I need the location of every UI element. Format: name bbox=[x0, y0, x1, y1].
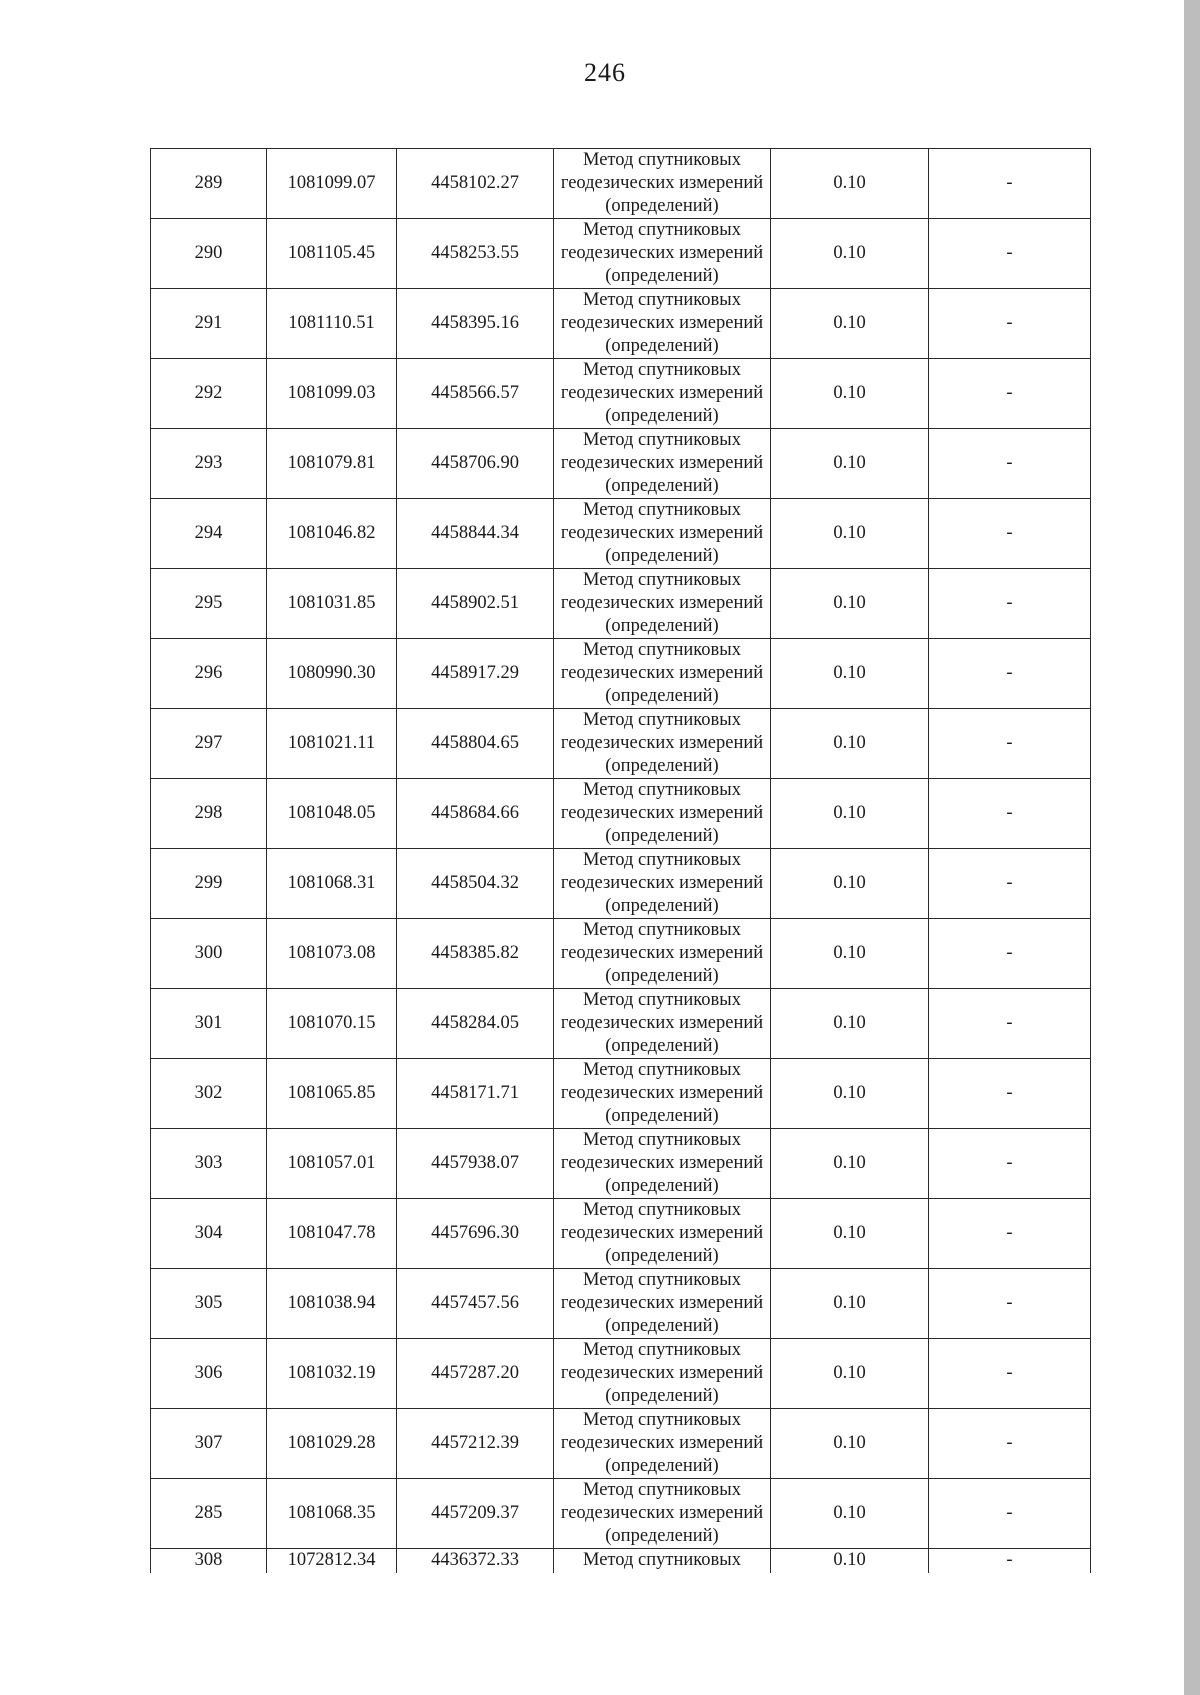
method-line: Метод спутниковых bbox=[583, 920, 741, 940]
accuracy-cell: 0.10 bbox=[771, 1409, 929, 1479]
x-coordinate-cell: 1081099.07 bbox=[267, 149, 397, 219]
method-line: Метод спутниковых bbox=[583, 430, 741, 450]
method-line: геодезических измерений bbox=[560, 453, 764, 473]
method-cell bbox=[554, 919, 771, 989]
method-line: Метод спутниковых bbox=[583, 360, 741, 380]
y-coordinate-cell: 4458171.71 bbox=[397, 1059, 554, 1129]
y-coordinate-cell: 4436372.33 bbox=[397, 1549, 554, 1574]
method-line: Метод спутниковых bbox=[583, 640, 741, 660]
method-line: (определений) bbox=[605, 546, 719, 566]
method-line: геодезических измерений bbox=[560, 173, 764, 193]
method-line: (определений) bbox=[605, 1456, 719, 1476]
table-row bbox=[151, 1549, 1091, 1574]
y-coordinate-cell: 4458804.65 bbox=[397, 709, 554, 779]
method-cell bbox=[554, 499, 771, 569]
y-coordinate-cell: 4457287.20 bbox=[397, 1339, 554, 1409]
method-line: геодезических измерений bbox=[560, 1363, 764, 1383]
method-line: геодезических измерений bbox=[560, 1503, 764, 1523]
y-coordinate-cell: 4457212.39 bbox=[397, 1409, 554, 1479]
point-cell: 308 bbox=[151, 1549, 267, 1574]
table-row bbox=[151, 569, 1091, 639]
accuracy-cell: 0.10 bbox=[771, 1129, 929, 1199]
y-coordinate-cell: 4457457.56 bbox=[397, 1269, 554, 1339]
y-coordinate-cell: 4457209.37 bbox=[397, 1479, 554, 1549]
note-cell: - bbox=[929, 1549, 1091, 1574]
x-coordinate-cell: 1081021.11 bbox=[267, 709, 397, 779]
accuracy-cell: 0.10 bbox=[771, 639, 929, 709]
accuracy-cell: 0.10 bbox=[771, 219, 929, 289]
table-row bbox=[151, 919, 1091, 989]
table-row bbox=[151, 149, 1091, 219]
x-coordinate-cell: 1081110.51 bbox=[267, 289, 397, 359]
note-cell: - bbox=[929, 359, 1091, 429]
method-line: (определений) bbox=[605, 826, 719, 846]
method-cell bbox=[554, 1199, 771, 1269]
method-line: геодезических измерений bbox=[560, 943, 764, 963]
method-cell bbox=[554, 569, 771, 639]
method-line: (определений) bbox=[605, 1526, 719, 1546]
method-cell bbox=[554, 289, 771, 359]
y-coordinate-cell: 4457696.30 bbox=[397, 1199, 554, 1269]
accuracy-cell: 0.10 bbox=[771, 1549, 929, 1574]
method-line: (определений) bbox=[605, 686, 719, 706]
point-cell: 295 bbox=[151, 569, 267, 639]
method-line: (определений) bbox=[605, 1386, 719, 1406]
note-cell: - bbox=[929, 1409, 1091, 1479]
point-cell: 306 bbox=[151, 1339, 267, 1409]
y-coordinate-cell: 4458902.51 bbox=[397, 569, 554, 639]
x-coordinate-cell: 1081038.94 bbox=[267, 1269, 397, 1339]
method-cell bbox=[554, 1339, 771, 1409]
note-cell: - bbox=[929, 429, 1091, 499]
x-coordinate-cell: 1081029.28 bbox=[267, 1409, 397, 1479]
accuracy-cell: 0.10 bbox=[771, 1199, 929, 1269]
table-row bbox=[151, 639, 1091, 709]
note-cell: - bbox=[929, 1129, 1091, 1199]
accuracy-cell: 0.10 bbox=[771, 709, 929, 779]
method-line: (определений) bbox=[605, 616, 719, 636]
method-line: геодезических измерений bbox=[560, 313, 764, 333]
method-line: геодезических измерений bbox=[560, 1153, 764, 1173]
y-coordinate-cell: 4458844.34 bbox=[397, 499, 554, 569]
point-cell: 285 bbox=[151, 1479, 267, 1549]
accuracy-cell: 0.10 bbox=[771, 1339, 929, 1409]
x-coordinate-cell: 1081048.05 bbox=[267, 779, 397, 849]
scan-edge bbox=[1184, 0, 1200, 1695]
x-coordinate-cell: 1081065.85 bbox=[267, 1059, 397, 1129]
y-coordinate-cell: 4458504.32 bbox=[397, 849, 554, 919]
method-line: (определений) bbox=[605, 1176, 719, 1196]
note-cell: - bbox=[929, 919, 1091, 989]
table-body bbox=[151, 149, 1091, 1574]
x-coordinate-cell: 1081032.19 bbox=[267, 1339, 397, 1409]
y-coordinate-cell: 4458395.16 bbox=[397, 289, 554, 359]
x-coordinate-cell: 1081057.01 bbox=[267, 1129, 397, 1199]
method-cell bbox=[554, 1549, 771, 1574]
point-cell: 301 bbox=[151, 989, 267, 1059]
table-row bbox=[151, 1059, 1091, 1129]
point-cell: 307 bbox=[151, 1409, 267, 1479]
note-cell: - bbox=[929, 779, 1091, 849]
method-cell bbox=[554, 639, 771, 709]
method-line: геодезических измерений bbox=[560, 1083, 764, 1103]
method-line: Метод спутниковых bbox=[583, 220, 741, 240]
x-coordinate-cell: 1081047.78 bbox=[267, 1199, 397, 1269]
method-line: геодезических измерений bbox=[560, 733, 764, 753]
method-line: (определений) bbox=[605, 756, 719, 776]
method-cell bbox=[554, 1129, 771, 1199]
x-coordinate-cell: 1081031.85 bbox=[267, 569, 397, 639]
table-row bbox=[151, 1129, 1091, 1199]
table-row bbox=[151, 1409, 1091, 1479]
y-coordinate-cell: 4458385.82 bbox=[397, 919, 554, 989]
y-coordinate-cell: 4457938.07 bbox=[397, 1129, 554, 1199]
y-coordinate-cell: 4458917.29 bbox=[397, 639, 554, 709]
accuracy-cell: 0.10 bbox=[771, 989, 929, 1059]
x-coordinate-cell: 1080990.30 bbox=[267, 639, 397, 709]
note-cell: - bbox=[929, 1059, 1091, 1129]
y-coordinate-cell: 4458253.55 bbox=[397, 219, 554, 289]
note-cell: - bbox=[929, 569, 1091, 639]
point-cell: 300 bbox=[151, 919, 267, 989]
point-cell: 293 bbox=[151, 429, 267, 499]
y-coordinate-cell: 4458684.66 bbox=[397, 779, 554, 849]
method-line: (определений) bbox=[605, 1036, 719, 1056]
table-row bbox=[151, 1339, 1091, 1409]
method-line: геодезических измерений bbox=[560, 1013, 764, 1033]
method-line: Метод спутниковых bbox=[583, 1200, 741, 1220]
accuracy-cell: 0.10 bbox=[771, 1269, 929, 1339]
method-line: геодезических измерений bbox=[560, 383, 764, 403]
method-line: геодезических измерений bbox=[560, 1433, 764, 1453]
x-coordinate-cell: 1081068.31 bbox=[267, 849, 397, 919]
point-cell: 297 bbox=[151, 709, 267, 779]
method-line: Метод спутниковых bbox=[583, 1550, 741, 1570]
note-cell: - bbox=[929, 289, 1091, 359]
accuracy-cell: 0.10 bbox=[771, 359, 929, 429]
method-line: (определений) bbox=[605, 336, 719, 356]
note-cell: - bbox=[929, 1269, 1091, 1339]
point-cell: 304 bbox=[151, 1199, 267, 1269]
x-coordinate-cell: 1081070.15 bbox=[267, 989, 397, 1059]
method-line: (определений) bbox=[605, 266, 719, 286]
table-row bbox=[151, 849, 1091, 919]
x-coordinate-cell: 1072812.34 bbox=[267, 1549, 397, 1574]
note-cell: - bbox=[929, 149, 1091, 219]
table-row bbox=[151, 1199, 1091, 1269]
accuracy-cell: 0.10 bbox=[771, 289, 929, 359]
method-line: Метод спутниковых bbox=[583, 500, 741, 520]
accuracy-cell: 0.10 bbox=[771, 149, 929, 219]
point-cell: 292 bbox=[151, 359, 267, 429]
y-coordinate-cell: 4458102.27 bbox=[397, 149, 554, 219]
method-line: (определений) bbox=[605, 406, 719, 426]
method-line: Метод спутниковых bbox=[583, 990, 741, 1010]
note-cell: - bbox=[929, 1339, 1091, 1409]
accuracy-cell: 0.10 bbox=[771, 1059, 929, 1129]
method-line: Метод спутниковых bbox=[583, 570, 741, 590]
method-line: (определений) bbox=[605, 476, 719, 496]
accuracy-cell: 0.10 bbox=[771, 499, 929, 569]
method-line: (определений) bbox=[605, 966, 719, 986]
accuracy-cell: 0.10 bbox=[771, 919, 929, 989]
method-cell bbox=[554, 849, 771, 919]
method-line: Метод спутниковых bbox=[583, 1410, 741, 1430]
method-cell bbox=[554, 1059, 771, 1129]
note-cell: - bbox=[929, 709, 1091, 779]
method-line: (определений) bbox=[605, 896, 719, 916]
method-cell bbox=[554, 709, 771, 779]
accuracy-cell: 0.10 bbox=[771, 1479, 929, 1549]
method-line: Метод спутниковых bbox=[583, 1340, 741, 1360]
note-cell: - bbox=[929, 639, 1091, 709]
method-line: Метод спутниковых bbox=[583, 1130, 741, 1150]
point-cell: 302 bbox=[151, 1059, 267, 1129]
method-line: геодезических измерений bbox=[560, 663, 764, 683]
method-cell bbox=[554, 1269, 771, 1339]
y-coordinate-cell: 4458706.90 bbox=[397, 429, 554, 499]
point-cell: 298 bbox=[151, 779, 267, 849]
table-row bbox=[151, 219, 1091, 289]
accuracy-cell: 0.10 bbox=[771, 779, 929, 849]
point-cell: 291 bbox=[151, 289, 267, 359]
y-coordinate-cell: 4458566.57 bbox=[397, 359, 554, 429]
method-cell bbox=[554, 1479, 771, 1549]
method-line: Метод спутниковых bbox=[583, 150, 741, 170]
method-line: Метод спутниковых bbox=[583, 290, 741, 310]
method-line: (определений) bbox=[605, 1246, 719, 1266]
note-cell: - bbox=[929, 499, 1091, 569]
x-coordinate-cell: 1081105.45 bbox=[267, 219, 397, 289]
method-line: геодезических измерений bbox=[560, 873, 764, 893]
point-cell: 296 bbox=[151, 639, 267, 709]
method-cell bbox=[554, 779, 771, 849]
method-cell bbox=[554, 219, 771, 289]
x-coordinate-cell: 1081068.35 bbox=[267, 1479, 397, 1549]
x-coordinate-cell: 1081073.08 bbox=[267, 919, 397, 989]
method-line: геодезических измерений bbox=[560, 803, 764, 823]
method-line: Метод спутниковых bbox=[583, 1480, 741, 1500]
point-cell: 294 bbox=[151, 499, 267, 569]
accuracy-cell: 0.10 bbox=[771, 569, 929, 639]
method-line: (определений) bbox=[605, 1106, 719, 1126]
method-cell bbox=[554, 1409, 771, 1479]
table-row bbox=[151, 359, 1091, 429]
method-cell bbox=[554, 989, 771, 1059]
method-line: Метод спутниковых bbox=[583, 850, 741, 870]
table-row bbox=[151, 779, 1091, 849]
table-row bbox=[151, 709, 1091, 779]
method-cell bbox=[554, 359, 771, 429]
method-line: Метод спутниковых bbox=[583, 780, 741, 800]
x-coordinate-cell: 1081079.81 bbox=[267, 429, 397, 499]
table-row bbox=[151, 1479, 1091, 1549]
method-line: геодезических измерений bbox=[560, 523, 764, 543]
table-row bbox=[151, 429, 1091, 499]
method-line: геодезических измерений bbox=[560, 1293, 764, 1313]
x-coordinate-cell: 1081099.03 bbox=[267, 359, 397, 429]
method-line: геодезических измерений bbox=[560, 243, 764, 263]
table-row bbox=[151, 289, 1091, 359]
method-line: Метод спутниковых bbox=[583, 1270, 741, 1290]
method-line: геодезических измерений bbox=[560, 1223, 764, 1243]
method-cell bbox=[554, 149, 771, 219]
note-cell: - bbox=[929, 849, 1091, 919]
table-row bbox=[151, 989, 1091, 1059]
point-cell: 289 bbox=[151, 149, 267, 219]
method-line: геодезических измерений bbox=[560, 593, 764, 613]
table-row bbox=[151, 499, 1091, 569]
note-cell: - bbox=[929, 219, 1091, 289]
table-row bbox=[151, 1269, 1091, 1339]
method-line: (определений) bbox=[605, 196, 719, 216]
accuracy-cell: 0.10 bbox=[771, 849, 929, 919]
coordinates-table bbox=[150, 148, 1091, 1573]
accuracy-cell: 0.10 bbox=[771, 429, 929, 499]
note-cell: - bbox=[929, 989, 1091, 1059]
note-cell: - bbox=[929, 1199, 1091, 1269]
method-line: Метод спутниковых bbox=[583, 1060, 741, 1080]
point-cell: 290 bbox=[151, 219, 267, 289]
point-cell: 299 bbox=[151, 849, 267, 919]
page-number: 246 bbox=[584, 58, 626, 87]
point-cell: 305 bbox=[151, 1269, 267, 1339]
point-cell: 303 bbox=[151, 1129, 267, 1199]
y-coordinate-cell: 4458284.05 bbox=[397, 989, 554, 1059]
note-cell: - bbox=[929, 1479, 1091, 1549]
x-coordinate-cell: 1081046.82 bbox=[267, 499, 397, 569]
method-line: (определений) bbox=[605, 1316, 719, 1336]
method-cell bbox=[554, 429, 771, 499]
method-line: Метод спутниковых bbox=[583, 710, 741, 730]
